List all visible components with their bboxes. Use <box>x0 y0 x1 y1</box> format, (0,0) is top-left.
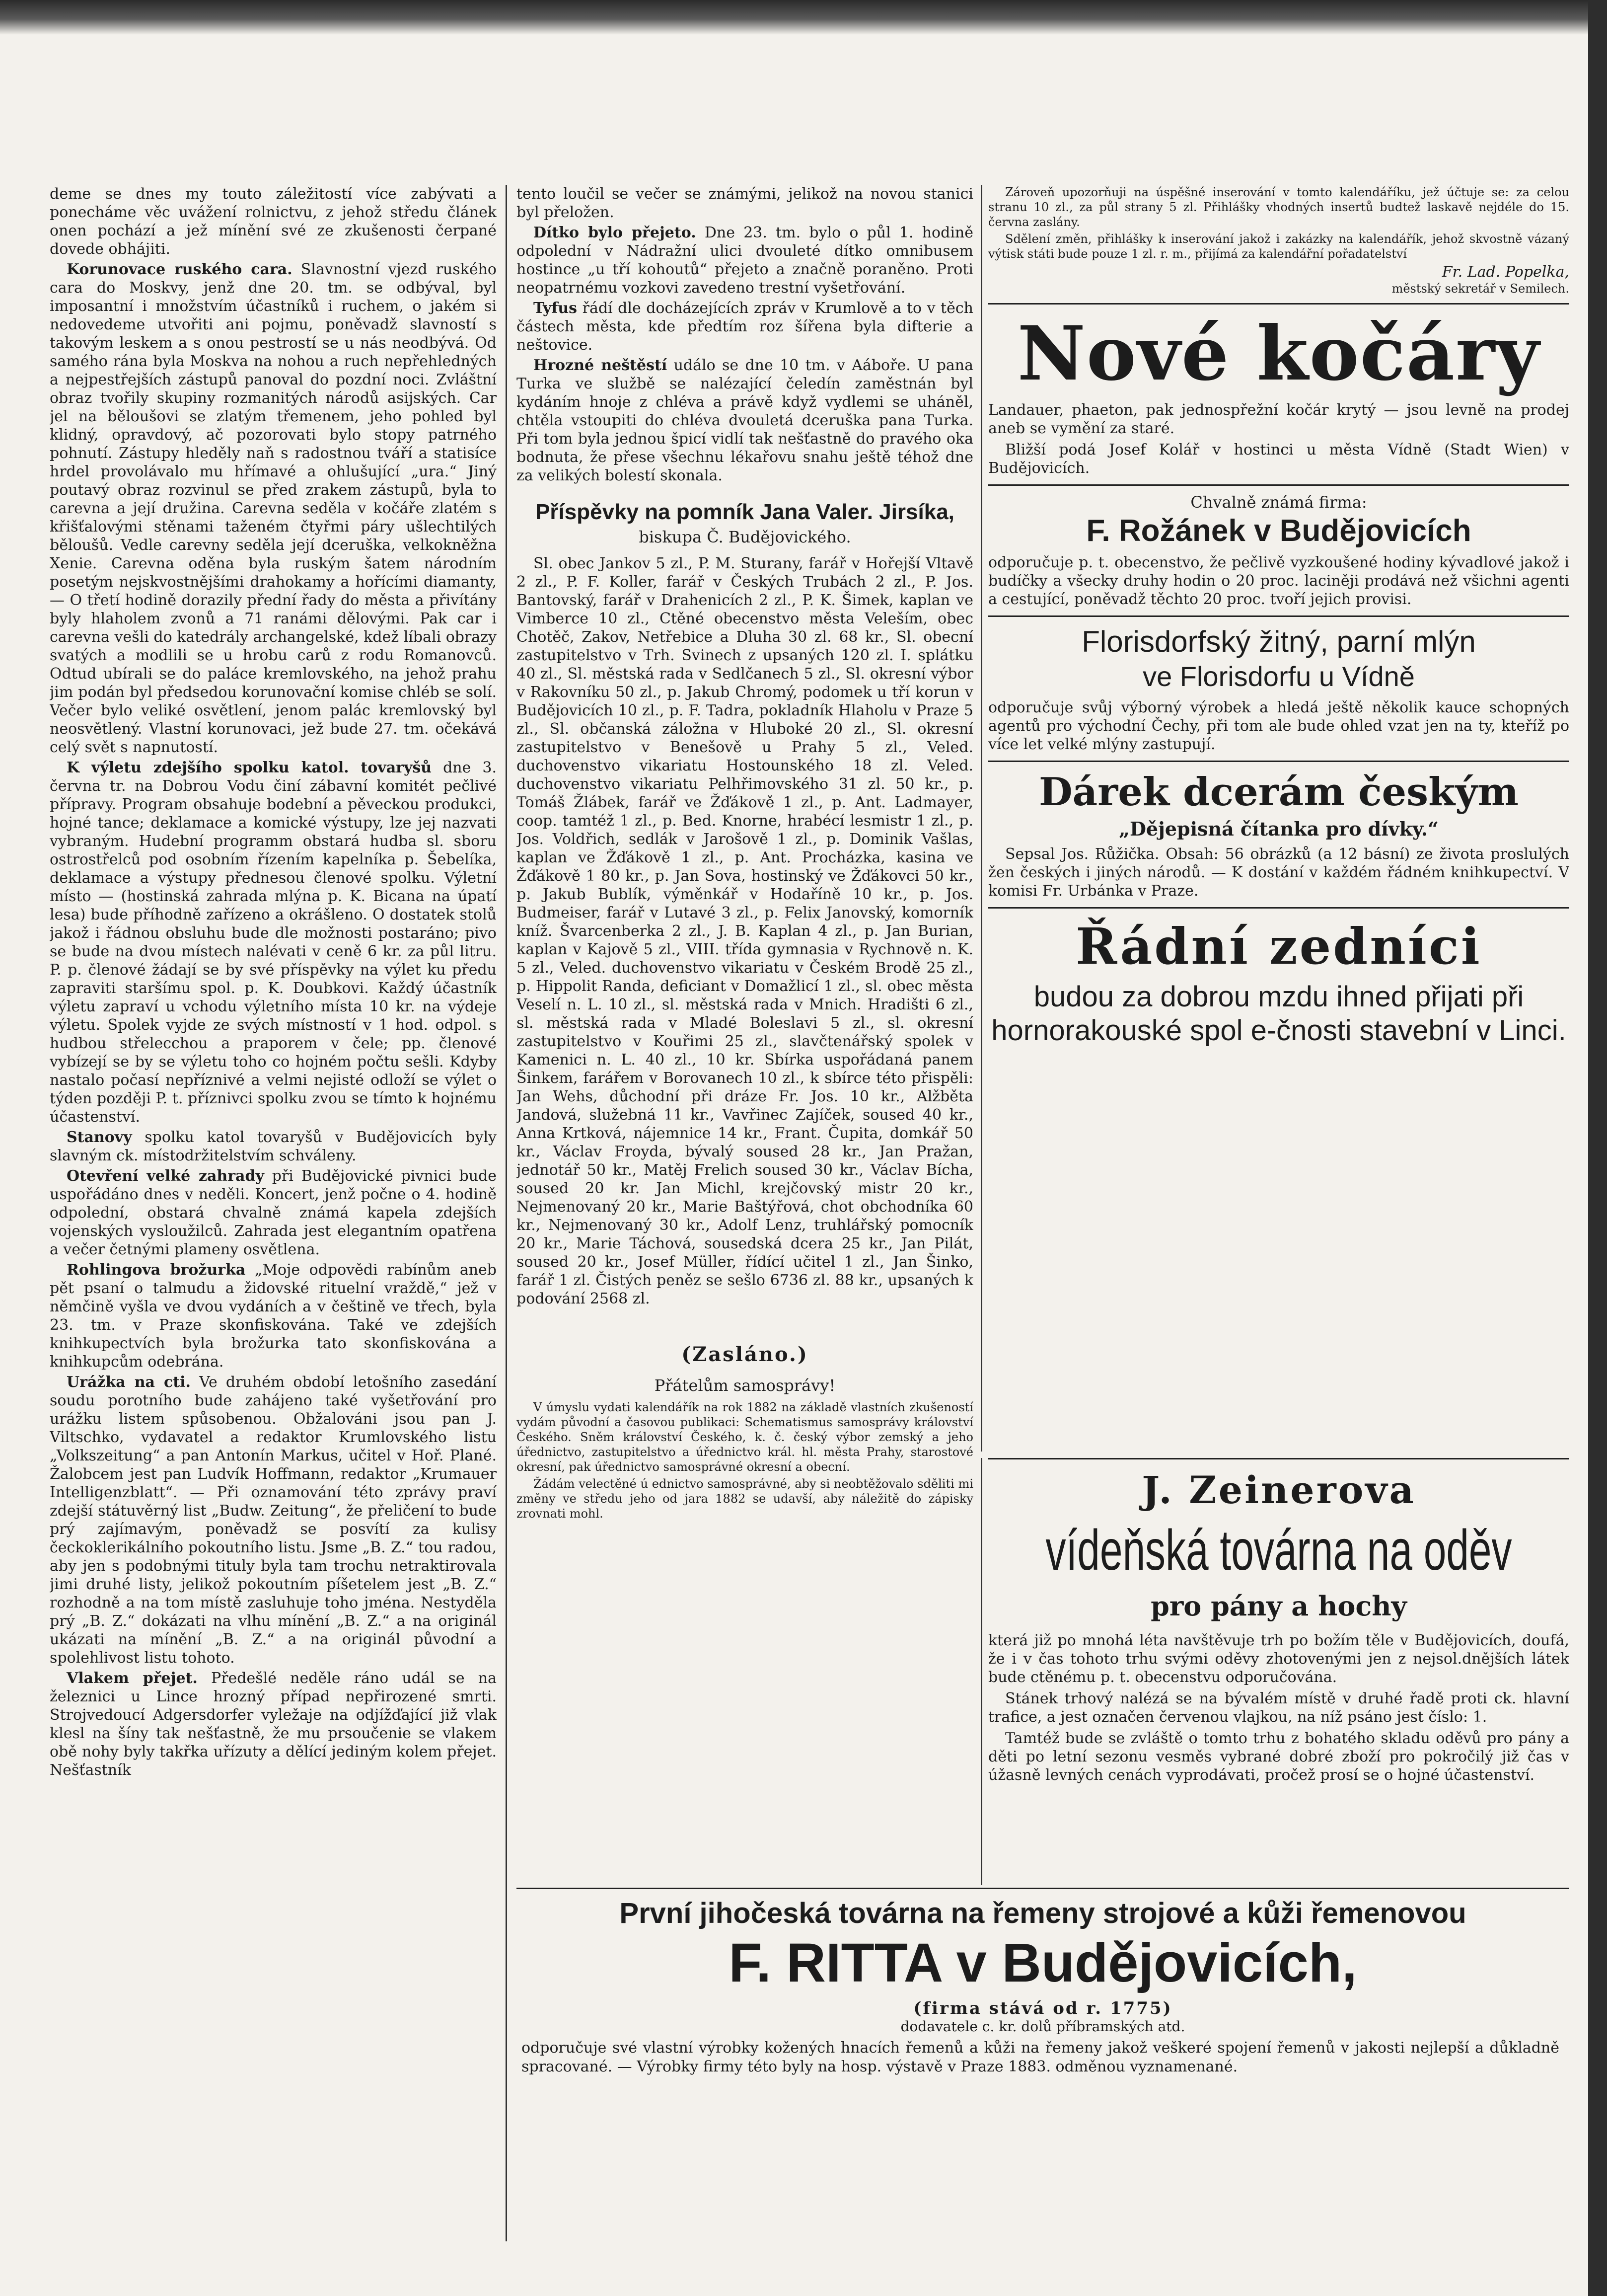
col1-paragraph: deme se dnes my touto záležitostí více zabývati a ponecháme věc uvážení rolnictvu, z jehož středu článek onen pochází a jež mínění své ze zkušenosti čerpané dovede obhájiti. <box>50 185 497 258</box>
ad-ritta-sub: dodavatele c. kr. dolů příbramských atd. <box>900 2018 1185 2035</box>
column-1 <box>50 185 497 2241</box>
ad-mlyn-body: odporučuje svůj výborný výrobek a hledá ještě několik kauce schopných agentů pro východní Čechy, při tom ale bude ohled vzat jen na ty, kteříž po více let velké mlýny zastupují. <box>988 699 1569 753</box>
column-rule-1 <box>506 185 507 2241</box>
col1-article: K výletu zdejšího spolku katol. tovaryšů dne 3. června tr. na Dobrou Vodu činí zábavní komitét pečlivé přípravy. Program obsahuje bodební a pěveckou produkci, hojné tance; deklamace a komické výstupy, lze jej nazvati vybraným. Hudební programm obstará hudba sl. sboru ostrostřelců pod osobním řízením kapelníka p. Šebelíka, deklamace a výstupy přednesou členové spolku. Výletní místo — (hostinská zahrada mlýna p. K. Bicana na úpatí lesa) bude příhodně zařízeno a okrášleno. O dostatek stolů jakož i řádnou obsluhu bude dle možnosti postaráno; pivo se bude na dvou místech nalévati v ceně 6 kr. za půl litru. P. p. členové žádají se by své příspěvky na výlet ku předu zapraviti staršímu spol. p. K. Doubkovi. Každý účastník výletu zapraví u vchodu výletního místa 10 kr. na výdeje výletu. Spolek vyjde ze svých místností v 1 hod. odpol. s hudbou střelecchou a praporem v čele; pp. členové vybízejí se by se výletu toho co hojném počtu sešli. Kdyby nastalo počasí nepříznivé a velmi nejisté odloží se výlet o týden později P. t. příznivci spolku zvou se tímto k hojnému účastenství. <box>50 759 497 1126</box>
ad-zeinerova-sub2: pro pány a hochy <box>1151 1590 1407 1622</box>
donations-list: Sl. obec Jankov 5 zl., P. M. Sturany, farář v Hořejší Vltavě 2 zl., P. F. Koller, farář v Českých Trubách 2 zl., P. Jos. Bantovský, farář v Drahenicích 2 zl., P. K. Šimek, kaplan ve Vimberce 10 zl., Ctěné obecenstvo města Veleším, obec Chotěč, Zakov, Netřebice a Dluha 30 zl. 68 kr., Sl. obecní zastupitelstvo v Trh. Svinech z upsaných 120 zl. I. splátku 40 zl., Sl. městská rada v Sedlčanech 5 zl., Sl. okresní výbor v Rakovníku 50 zl., p. Jakub Chromý, podomek u tří korun v Budějovicích 10 zl., p. F. Tadra, pokladník Hlaholu v Praze 5 zl., Sl. občanská záložna v Hluboké 20 zl., Sl. okresní zastupitelstvo v Benešově u Prahy 5 zl., Veled. duchovenstvo vikariatu Hostounského 18 zl. Veled. duchovenstvo vikariatu Pelhřimovského 31 zl. 50 kr., p. Tomáš Žlábek, farář ve Žďákově 1 zl., p. Ant. Ladmayer, coop. tamtéž 1 zl., p. Bed. Knorne, hrabécí lesmistr 1 zl., p. Jos. Voldřich, sedlák v Jarošově 1 zl., p. Dominik Vašlas, kaplan ve Žďákově 1 zl., p. Ant. Procházka, kasina ve Žďákově 1 80 kr., p. Jan Sova, hostinský ve Žďákovci 50 kr., p. Jakub Bublík, výměnkář v Hodaříně 10 kr., p. Jos. Budmeiser, farář v Lutavé 3 zl., p. Felix Janovský, komorník kníž. Švarcenberka 2 zl., J. B. Kaplan 4 zl., p. Jan Burian, kaplan v Kajově 5 zl., VIII. třída gymnasia v Rychnově n. K. 5 zl., Veled. duchovenstvo vikariatu v Českém Brodě 25 zl., p. Hippolit Randa, deficiant v Domažlicí 1 zl., sl. obec města Veselí n. L. 10 zl., sl. městská rada v Mnich. Hradišti 6 zl., sl. městská rada v Mladé Boleslavi 5 zl., sl. okresní zastupitelstvo v Kouřimi 25 zl., slavčtenářský spolek v Kamenici n. L. 40 zl., 10 kr. Sbírka uspořádaná panem Šinkem, farářem v Borovanech 10 zl., k sbírce této přispěli: Jan Wehs, důchodní při dráze Fr. Jos. 10 kr., Alžběta Jandová, služebná 11 kr., Vavřinec Zajíček, soused 40 kr., Anna Krtková, nájemnice 14 kr., Frant. Čupita, domkář 50 kr., Václav Froyda, bývalý soused 28 kr., Jan Pražan, jednotář 50 kr., Matěj Frelich soused 30 kr., Václav Bícha, soused 20 kr. Jan Michl, krejčovský mistr 20 kr., Nejmenovaný 20 kr., Marie Baštýřová, chot obchodníka 60 kr., Nejmenovaný 30 kr., Adolf Lenz, truhlářský pomocník 20 kr., Marie Táchová, sousedská dcera 25 kr., Jan Pilát, soused 20 kr., Josef Müller, řídící učitel 1 zl., Jan Šinko, farář 1 zl. Čistých peněz se sešlo 6736 zl. 88 kr., upsaných k podování 2568 zl. <box>516 555 973 1307</box>
insert-notice: Zároveň upozorňuji na úspěšné inserování v tomto kalendáříku, jež účtuje se: za celou stranu 10 zl., za půl strany 5 zl. Přihlášky vhodných insertů budtež laskavě nejdéle do 15. června zaslány. <box>988 185 1569 229</box>
col2-article: Hrozné neštěstí událo se dne 10 tm. v Aáboře. U pana Turka ve službě se nalézající čeledín zaměstnán byl kydáním hnoje z chléva a právě když vydlemi se uháněl, chtěla vstoupiti do chléva dvouletá dceruška pana Turka. Při tom byla jednou špicí vidlí tak nešťastně do pravého oka bodnuta, že přese všechnu lékařovu snahu ještě téhož dne za velikých bolestí skonala. <box>516 357 973 484</box>
column-rule-2 <box>981 185 982 1452</box>
col1-article: Stanovy spolku katol tovaryšů v Budějovicích byly slavným ck. místodržitelstvím schváleny. <box>50 1129 497 1164</box>
ad-mlyn-sub: ve Florisdorfu u Vídně <box>1143 661 1415 692</box>
ad-rozanek-body: odporučuje p. t. obecenstvo, že pečlivě vyzkoušené hodiny kývadlové jakož i budíčky a všecky druhy hodin o 20 proc. laciněji prodává než všichni agenti a cestující, poněvadž těchto 20 proc. tvoří jejich provisi. <box>988 554 1569 608</box>
col1-article: Korunovace ruského cara. Slavnostní vjezd ruského cara do Moskvy, jenž dne 20. tm. se odbýval, byl imposantní i množstvím účastníků i ruchem, o jakém si nedovedeme utvořiti ani pojmu, poněvadž slavností s takovým leskem a s onou pestrostí se u nás neodbývá. Od samého rána byla Moskva na nohou a ruch nepřehledných a nejpestřejších zástupů panoval do pozdní noci. Zvláštní obraz tvořily skupiny rozmanitých národů asijských. Car jel na běloušovi se zlatým třemenem, jeho pohled byl klidný, opravdový, ač pozorovati bylo stopy patrného pohnutí. Zástupy hleděly naň s radostnou tváří a statisíce hrdel provolávalo mu hřímavé a ohlušující „ura.“ Jiný poutavý obraz rozvinul se před zrakem zástupů, byla to carevna a její družina. Carevna seděla v kočáře zlatém s křišťalovými stěnami taženém čtyřmi páry ušlechtilých běloušů. Vedle carevny seděla její dceruška, velkokněžna Xenie. Carevna oděna byla ruským šatem národním posetým nejskvostnějšími drahokamy a hořícími diamanty, — O třetí hodině dorazily přední řady do města a přivítány byly hlaholem zvonů a 71 ranámi dělovými. Pak car i carevna vešli do katedrály archangelské, kdež líbali obrazy svatých a modlili se u hrobu carů z rodu Romanovců. Odtud ubírali se do paláce kremlovského, na jehož prahu jim podán byl předsedou korunovační komise chléb se solí. Večer bylo veliké osvětlení, jenom palác kremlovský byl neosvětlený. Vlastní korunovaci, jež bude 27. tm. očekává celý svět s napnutostí. <box>50 261 497 756</box>
signature-name: Fr. Lad. Popelka, <box>1442 263 1569 281</box>
article-heading: K výletu zdejšího spolku katol. tovaryšů <box>67 759 432 776</box>
ad-nove-kocary-contact: Bližší podá Josef Kolář v hostinci u města Vídně (Stadt Wien) v Budějovicích. <box>988 441 1569 477</box>
ad-divider <box>988 761 1569 762</box>
col2-article: Tyfus řádí dle docházejících zpráv v Krumlově a to v těch částech města, kde předtím roz šířena byla difterie a neštovice. <box>516 300 973 354</box>
ad-rozanek-head: Chvalně známá firma: <box>1190 493 1367 512</box>
ad-zednici-body: budou za dobrou mzdu ihned přijati při hornorakouské spol e-čnosti stavební v Linci. <box>991 981 1566 1047</box>
insert-notice-2: Sdělení změn, přihlášky k inserování jakož i zakázky na kalendářík, jehož skvostně vázaný výtisk státi bude pouze 1 zl. r. m., přijímá za kalendářní pořadatelství <box>988 232 1569 261</box>
ad-nove-kocary-body: Landauer, phaeton, pak jednospřežní kočár krytý — jsou levně na prodej aneb se vymění za staré. <box>988 401 1569 437</box>
article-heading: Stanovy <box>67 1129 132 1146</box>
ad-darek-sub: „Dějepisná čítanka pro dívky.“ <box>1119 818 1439 840</box>
signature-title: městský sekretář v Semilech. <box>1391 282 1569 296</box>
ad-ritta <box>516 1888 1569 2245</box>
col2-paragraph: tento loučil se večer se známými, jelikož na novou stanici byl přeložen. <box>516 185 973 221</box>
ad-zeinerova-body-2: Stánek trhový nalézá se na bývalém místě v druhé řadě proti ck. hlavní trafice, a jest označen červenou vlajkou, na níž psáno jest číslo: 1. <box>988 1690 1569 1726</box>
col1-article: Urážka na cti. Ve druhém období letošního zasedání soudu porotního bude zahájeno také vyšetřování pro urážku listem spůsobenou. Obžalováni jsou pan J. Viltschko, vydavatel a redaktor Krumlovského listu „Volkszeitung“ a pan Antonín Markus, učitel v Hoř. Plané. Žalobcem jest pan Ludvík Hoffmann, redaktor „Krumauer Intelligenzblatt“. — Při oznamování této zprávy praví zdejší státuvěrný list „Budw. Zeitung“, že přeličení to bude prý zajímavým, poněvadž se posvítí za kulisy čeckoklerikálního pokoutního listu. Jsme „B. Z.“ tou radou, aby jen s podobnými tituly byla tam trochu netraktirovala jimi druhé listy, jelikož pokoutním píšetelem jest „B. Z.“ rozhodně a na tom místě zasluhuje toho jména. Nestyděla prý „B. Z.“ dokázati na vlhu mínění „B. Z.“ a na originál ukázati na mínění „B. Z.“ a na originál původní a spolehlivost listu tohoto. <box>50 1374 497 1667</box>
column-rule-3 <box>981 1458 982 1885</box>
ad-ritta-name: F. RITTA v Budějovicích, <box>729 1932 1357 1993</box>
article-heading: Tyfus <box>533 300 578 317</box>
zaslano-heading: (Zasláno.) <box>681 1343 808 1366</box>
ad-ritta-body: odporučuje své vlastní výrobky kožených hnacích řemenů a kůži na řemeny jakož veškeré spojení řemenů v jakosti nejlepší a důkladně spracované. — Výrobky firmy této byly na hosp. výstavě v Praze 1883. odměnou vyznamenané. <box>521 2039 1559 2075</box>
right-scan-edge <box>1588 0 1607 2296</box>
zaslano-body-2: Žádám velectěné ú ednictvo samosprávné, aby si neobtěžovalo sděliti mi změny ve středu jeho od jara 1882 se udavší, aby náležitě do zápisky zrovnati mohl. <box>516 1477 973 1521</box>
article-heading: Rohlingova brožurka <box>67 1261 246 1279</box>
zaslano-body: V úmyslu vydati kalendářík na rok 1882 na základě vlastních zkušeností vydám původní a časovou publikaci: Schematismus samosprávy království Českého. Sněm království Českého, k. č. český výbor zemský a jeho úřednictvo, zastupitelstvo a úřednictvo král. hl. města Prahy, starostové okresní, pak úřednictvo samosprávné okresní a obecní. <box>516 1400 973 1474</box>
article-heading: Vlakem přejet. <box>67 1670 198 1687</box>
article-heading: Otevření velké zahrady <box>67 1167 264 1185</box>
article-heading: Dítko bylo přejeto. <box>533 224 696 241</box>
ad-ritta-firm: (firma stává od r. 1775) <box>913 1998 1172 2018</box>
ad-darek-body: Sepsal Jos. Růžička. Obsah: 56 obrázků (a 12 básní) ze života proslulých žen českých i jiných národů. — K dostání v každém řádném knihkupectví. V komisi Fr. Urbánka v Praze. <box>988 845 1569 900</box>
ad-zeinerova-body-3: Tamtéž bude se zvláště o tomto trhu z bohatého skladu oděvů pro pány a děti po letní sezonu vesměs vybrané dobré zboží pro pokročilý již čas v úžasně levných cenách vyprodávati, pročež prosí se o hojné účastenství. <box>988 1730 1569 1784</box>
ad-divider <box>516 1888 1569 1889</box>
article-heading: Hrozné neštěstí <box>533 357 667 374</box>
ad-zednici-title: Řádní zedníci <box>1076 917 1482 976</box>
ad-divider <box>988 484 1569 486</box>
column-3 <box>988 185 1569 1452</box>
ad-divider <box>988 1458 1569 1459</box>
ad-zeinerova-body: která již po mnohá léta navštěvuje trh po božím těle v Budějovicích, doufá, že i v čas tohoto trhu svými oděvy zhotovenými jen z nejsol.dnějších látek bude ctěnému p. t. obecenstvu odporučována. <box>988 1632 1569 1686</box>
ad-ritta-line: První jihočeská továrna na řemeny strojové a kůži řemenovou <box>619 1897 1466 1929</box>
col1-article: Vlakem přejet. Předešlé neděle ráno udál se na železnici u Lince hrozný případ nepřirozené smrti. Strojvedoucí Adgersdorfer vyležaje na odjížďající již vlak klesl na šíny tak nešťastně, že mu prsoučenie se vlakem obě nohy byly takřka uřízuty a dělící jediným kolem přejet. Nešťastník <box>50 1670 497 1779</box>
ad-rozanek-firm: F. Rožánek v Budějovicích <box>1086 514 1471 548</box>
column-2 <box>516 185 973 1874</box>
section-title: Příspěvky na pomník Jana Valer. Jirsíka, <box>535 500 954 524</box>
article-heading: Urážka na cti. <box>67 1374 191 1391</box>
ad-zeinerova-sub: vídeňská továrna na oděv <box>1045 1519 1512 1582</box>
zaslano-title: Přátelům samosprávy! <box>654 1376 836 1395</box>
col1-article: Rohlingova brožurka „Moje odpovědi rabínům aneb pět psaní o talmudu a židovské rituelní vraždě,“ jež v němčině vyšla ve dvou vydáních a v češtině ve třech, byla 23. tm. v Praze skonfiskována. Také ve zdejších knihkupectvích byla brožurka tato skonfiskována a knihkupcům odebrána. <box>50 1261 497 1371</box>
ad-darek-title: Dárek dcerám českým <box>1038 769 1519 815</box>
ad-nove-kocary-title: Nové kočáry <box>1017 310 1540 397</box>
ad-zeinerova-title: J. Zeinerova <box>1142 1468 1416 1512</box>
article-heading: Korunovace ruského cara. <box>67 261 292 278</box>
ad-zeinerova <box>988 1458 1569 1885</box>
ad-divider <box>988 907 1569 909</box>
section-subtitle: biskupa Č. Budějovického. <box>639 528 851 546</box>
ad-divider <box>988 303 1569 305</box>
col1-article: Otevření velké zahrady při Budějovické pivnici bude uspořádáno dnes v neděli. Koncert, jenž počne o 4. hodině odpolední, obstará chvalně známá kapela zdejších vojenských vysloužilců. Zahrada jest elegantním opatřena a večer četnými plameny osvětlena. <box>50 1167 497 1258</box>
ad-divider <box>988 615 1569 617</box>
col2-article: Dítko bylo přejeto. Dne 23. tm. bylo o půl 1. hodině odpolední v Nádražní ulici dvouleté dítko omnibusem hostince „u tří kohoutů“ přejeto a značně poraněno. Proti neopatrnému vozkovi zavedeno trestní vyšetřování. <box>516 224 973 297</box>
top-scan-edge <box>0 0 1607 35</box>
ad-mlyn-title: Florisdorfský žitný, parní mlýn <box>1082 625 1476 658</box>
